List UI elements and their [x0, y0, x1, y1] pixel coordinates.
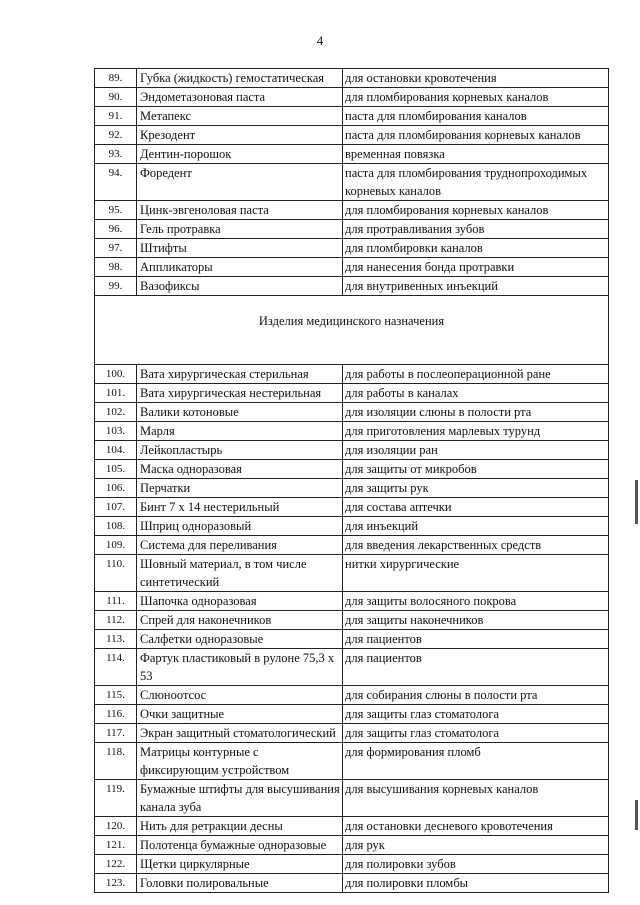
row-number: 111. — [95, 592, 137, 611]
table-row — [95, 164, 609, 201]
item-purpose: для приготовления марлевых турунд — [343, 422, 609, 441]
item-name: Дентин-порошок — [137, 145, 343, 164]
row-number: 122. — [95, 855, 137, 874]
table-row — [95, 592, 609, 611]
item-name: Аппликаторы — [137, 258, 343, 277]
table-row — [95, 88, 609, 107]
item-purpose: для пломбировки каналов — [343, 239, 609, 258]
item-purpose: для полировки пломбы — [343, 874, 609, 893]
item-purpose: для работы в каналах — [343, 384, 609, 403]
row-number: 92. — [95, 126, 137, 145]
section-heading-row — [95, 296, 609, 365]
table-row — [95, 277, 609, 296]
table-row — [95, 780, 609, 817]
row-number: 113. — [95, 630, 137, 649]
item-purpose: для защиты наконечников — [343, 611, 609, 630]
table-row — [95, 239, 609, 258]
item-name: Бумажные штифты для высушивания канала зуба — [137, 780, 343, 817]
row-number: 99. — [95, 277, 137, 296]
row-number: 90. — [95, 88, 137, 107]
row-number: 106. — [95, 479, 137, 498]
item-purpose: для собирания слюны в полости рта — [343, 686, 609, 705]
table-row — [95, 555, 609, 592]
item-purpose: для высушивания корневых каналов — [343, 780, 609, 817]
item-name: Щетки циркулярные — [137, 855, 343, 874]
table-row — [95, 498, 609, 517]
row-number: 97. — [95, 239, 137, 258]
item-name: Слюноотсос — [137, 686, 343, 705]
table-row — [95, 855, 609, 874]
table-row — [95, 649, 609, 686]
item-purpose: для защиты глаз стоматолога — [343, 724, 609, 743]
item-purpose: для защиты от микробов — [343, 460, 609, 479]
item-name: Губка (жидкость) гемостатическая — [137, 69, 343, 88]
item-purpose: временная повязка — [343, 145, 609, 164]
item-name: Гель протравка — [137, 220, 343, 239]
table-row — [95, 422, 609, 441]
item-name: Система для переливания — [137, 536, 343, 555]
row-number: 105. — [95, 460, 137, 479]
row-number: 116. — [95, 705, 137, 724]
section-row-group — [95, 296, 609, 365]
item-name: Эндометазоновая паста — [137, 88, 343, 107]
table-row — [95, 479, 609, 498]
item-name: Марля — [137, 422, 343, 441]
item-name: Вата хирургическая стерильная — [137, 365, 343, 384]
item-name: Бинт 7 х 14 нестерильный — [137, 498, 343, 517]
item-name: Маска одноразовая — [137, 460, 343, 479]
row-number: 114. — [95, 649, 137, 686]
item-purpose: для протравливания зубов — [343, 220, 609, 239]
item-purpose: для изоляции ран — [343, 441, 609, 460]
item-name: Цинк-эвгеноловая паста — [137, 201, 343, 220]
table-row — [95, 517, 609, 536]
row-number: 96. — [95, 220, 137, 239]
item-name: Салфетки одноразовые — [137, 630, 343, 649]
item-purpose: для внутривенных инъекций — [343, 277, 609, 296]
table-row — [95, 611, 609, 630]
row-number: 107. — [95, 498, 137, 517]
table-row — [95, 724, 609, 743]
table-body-bottom — [95, 365, 609, 893]
item-name: Матрицы контурные с фиксирующим устройством — [137, 743, 343, 780]
page-number: 4 — [316, 33, 324, 48]
row-number: 95. — [95, 201, 137, 220]
table-row — [95, 258, 609, 277]
table-row — [95, 836, 609, 855]
item-purpose: для нанесения бонда протравки — [343, 258, 609, 277]
item-purpose: для полировки зубов — [343, 855, 609, 874]
table-row — [95, 536, 609, 555]
item-purpose: для защиты глаз стоматолога — [343, 705, 609, 724]
item-name: Нить для ретракции десны — [137, 817, 343, 836]
row-number: 93. — [95, 145, 137, 164]
item-name: Шапочка одноразовая — [137, 592, 343, 611]
item-purpose: для рук — [343, 836, 609, 855]
item-purpose: паста для пломбирования корневых каналов — [343, 126, 609, 145]
table-row — [95, 145, 609, 164]
item-name: Экран защитный стоматологический — [137, 724, 343, 743]
table-row — [95, 384, 609, 403]
item-name: Шовный материал, в том числе синтетический — [137, 555, 343, 592]
item-name: Вата хирургическая нестерильная — [137, 384, 343, 403]
row-number: 120. — [95, 817, 137, 836]
item-purpose: для защиты рук — [343, 479, 609, 498]
item-purpose: для пациентов — [343, 649, 609, 686]
item-name: Лейкопластырь — [137, 441, 343, 460]
table-body-top — [95, 69, 609, 296]
table-row — [95, 630, 609, 649]
row-number: 91. — [95, 107, 137, 126]
table-row — [95, 220, 609, 239]
table-row — [95, 69, 609, 88]
row-number: 100. — [95, 365, 137, 384]
row-number: 108. — [95, 517, 137, 536]
item-name: Перчатки — [137, 479, 343, 498]
table-row — [95, 817, 609, 836]
item-name: Вазофиксы — [137, 277, 343, 296]
item-purpose: паста для пломбирования труднопроходимых корневых каналов — [343, 164, 609, 201]
table-row — [95, 365, 609, 384]
item-name: Головки полировальные — [137, 874, 343, 893]
row-number: 123. — [95, 874, 137, 893]
item-purpose: для инъекций — [343, 517, 609, 536]
row-number: 110. — [95, 555, 137, 592]
item-purpose: для изоляции слюны в полости рта — [343, 403, 609, 422]
scan-edge-mark — [635, 480, 638, 524]
table-row — [95, 201, 609, 220]
supplies-table — [94, 68, 609, 893]
table-row — [95, 743, 609, 780]
row-number: 117. — [95, 724, 137, 743]
row-number: 101. — [95, 384, 137, 403]
item-purpose: для остановки кровотечения — [343, 69, 609, 88]
item-name: Валики котоновые — [137, 403, 343, 422]
item-purpose: для состава аптечки — [343, 498, 609, 517]
item-name: Метапекс — [137, 107, 343, 126]
table-row — [95, 441, 609, 460]
row-number: 98. — [95, 258, 137, 277]
row-number: 103. — [95, 422, 137, 441]
scan-edge-mark — [635, 800, 638, 830]
item-purpose: для пломбирования корневых каналов — [343, 88, 609, 107]
row-number: 115. — [95, 686, 137, 705]
row-number: 104. — [95, 441, 137, 460]
item-name: Фартук пластиковый в рулоне 75,3 х 53 — [137, 649, 343, 686]
row-number: 112. — [95, 611, 137, 630]
item-purpose: для пломбирования корневых каналов — [343, 201, 609, 220]
item-name: Спрей для наконечников — [137, 611, 343, 630]
item-name: Штифты — [137, 239, 343, 258]
item-name: Шприц одноразовый — [137, 517, 343, 536]
item-name: Крезодент — [137, 126, 343, 145]
item-purpose: для формирования пломб — [343, 743, 609, 780]
item-purpose: для введения лекарственных средств — [343, 536, 609, 555]
item-purpose: паста для пломбирования каналов — [343, 107, 609, 126]
item-name: Форедент — [137, 164, 343, 201]
row-number: 89. — [95, 69, 137, 88]
item-purpose: для защиты волосяного покрова — [343, 592, 609, 611]
item-name: Полотенца бумажные одноразовые — [137, 836, 343, 855]
row-number: 118. — [95, 743, 137, 780]
item-purpose: для остановки десневого кровотечения — [343, 817, 609, 836]
row-number: 94. — [95, 164, 137, 201]
table-row — [95, 403, 609, 422]
section-heading: Изделия медицинского назначения — [95, 296, 609, 365]
table-row — [95, 686, 609, 705]
item-purpose: для пациентов — [343, 630, 609, 649]
item-purpose: нитки хирургические — [343, 555, 609, 592]
table-row — [95, 874, 609, 893]
row-number: 109. — [95, 536, 137, 555]
table-row — [95, 107, 609, 126]
table-row — [95, 705, 609, 724]
row-number: 119. — [95, 780, 137, 817]
row-number: 102. — [95, 403, 137, 422]
table-row — [95, 460, 609, 479]
table-row — [95, 126, 609, 145]
row-number: 121. — [95, 836, 137, 855]
item-purpose: для работы в послеоперационной ране — [343, 365, 609, 384]
item-name: Очки защитные — [137, 705, 343, 724]
